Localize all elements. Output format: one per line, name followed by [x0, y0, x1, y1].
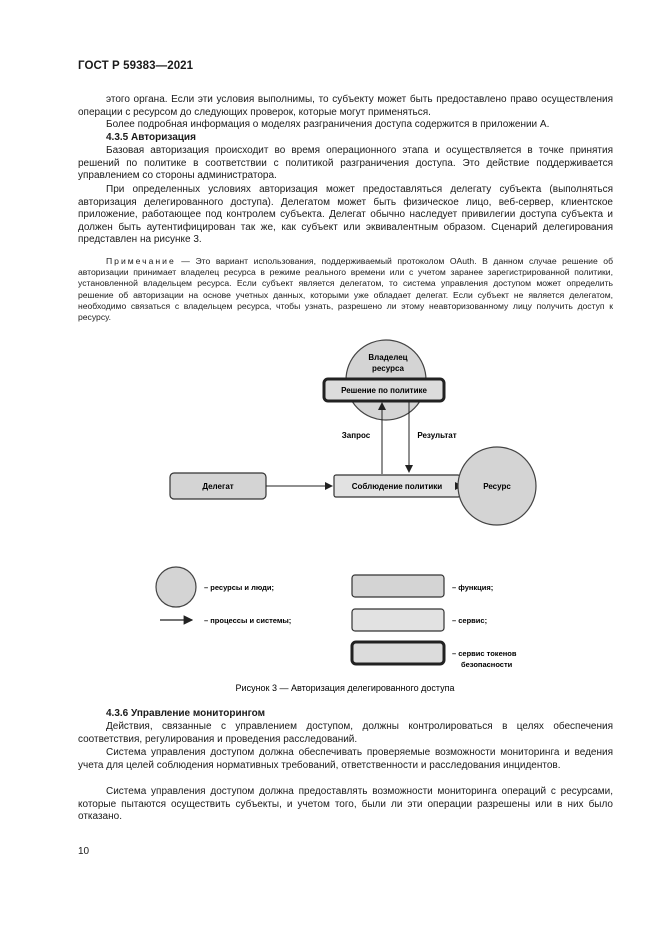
paragraph-monitoring-control: Действия, связанные с управлением доступом, должны контролироваться в целях обеспечения соответствия, регулирования и проведения расследований.	[78, 721, 613, 745]
paragraph-annex-reference: Более подробная информация о моделях разграничения доступа содержится в приложении А.	[106, 119, 550, 130]
legend-function: – функция;	[452, 583, 494, 592]
legend-token-service-symbol	[352, 642, 444, 664]
document-header: ГОСТ Р 59383—2021	[78, 60, 194, 72]
paragraph-delegation: При определенных условиях авторизация может предоставляться делегату субъекта (выполняться авторизация делегированного доступа). Делегатом может быть физическое лицо, веб-сервер, клиентское приложение, работающее под контролем субъекта. Делегат обычно наследует привилегии доступа субъекта и должен быть аутентифицирован так же, как субъект или эквивалентным образом. Сценарий делегирования представлен на рисунке 3.	[78, 184, 613, 246]
paragraph-basic-authorization: Базовая авторизация происходит во время операционного этапа и осуществляется в точке принятия решений по политике в соответствии с политикой разграничения доступа. Это действие поддерживается управлением со стороны администратора.	[78, 145, 613, 182]
result-label: Результат	[417, 431, 457, 440]
note-text: — Это вариант использования, поддерживаемый протоколом OAuth. В данном случае решение об авторизации принимает владелец ресурса в режиме реального времени или с учетом заранее зарегистрированной политики, установленной владельцем ресурса. Если субъект является делегатом, то система управления доступом может определить решение об авторизации на основе учетных данных, которыми уже обладает делегат. Если субъект не является делегатом, необходимо связаться с владельцем ресурса, чтобы узнать, разрешено ли этому неавторизованному лицу получить доступ к ресурсу.	[78, 256, 613, 323]
figure-caption: Рисунок 3 — Авторизация делегированного доступа	[235, 683, 455, 693]
legend-token-line1: – сервис токенов	[452, 649, 517, 658]
legend-circle-symbol	[156, 567, 196, 607]
legend-resources-people: – ресурсы и люди;	[204, 583, 275, 592]
owner-label-line2: ресурса	[372, 364, 404, 373]
section-heading-authorization: 4.3.5 Авторизация	[106, 132, 196, 143]
owner-label-line1: Владелец	[368, 353, 408, 362]
legend-token-line2: безопасности	[461, 660, 513, 669]
request-label: Запрос	[341, 431, 371, 440]
legend-function-symbol	[352, 575, 444, 597]
legend-processes-systems: – процессы и системы;	[204, 616, 292, 625]
section-heading-monitoring: 4.3.6 Управление мониторингом	[106, 708, 266, 719]
delegate-label: Делегат	[202, 482, 234, 491]
note-label: Примечание	[106, 256, 176, 266]
page-number: 10	[78, 846, 90, 857]
policy-enforcement-label: Соблюдение политики	[351, 482, 443, 491]
paragraph-monitoring-operations: Система управления доступом должна предоставлять возможности мониторинга операций с ресурсами, которые пытаются осуществить субъекты, и учетом того, были ли эти операции разрешены или в них было отказано.	[78, 786, 613, 823]
policy-decision-label: Решение по политике	[341, 386, 427, 395]
resource-label: Ресурс	[483, 482, 511, 491]
legend-service-symbol	[352, 609, 444, 631]
paragraph-continuation: этого органа. Если эти условия выполнимы, то субъекту может быть предоставлено право осуществления операции с ресурсом до следующих проверок, которые могут применяться.	[78, 94, 613, 118]
legend-service: – сервис;	[452, 616, 488, 625]
paragraph-monitoring-capabilities: Система управления доступом должна обеспечивать проверяемые возможности мониторинга и ведения учета для целей соблюдения нормативных требований, ответственности и расследования инцидентов.	[78, 747, 613, 771]
